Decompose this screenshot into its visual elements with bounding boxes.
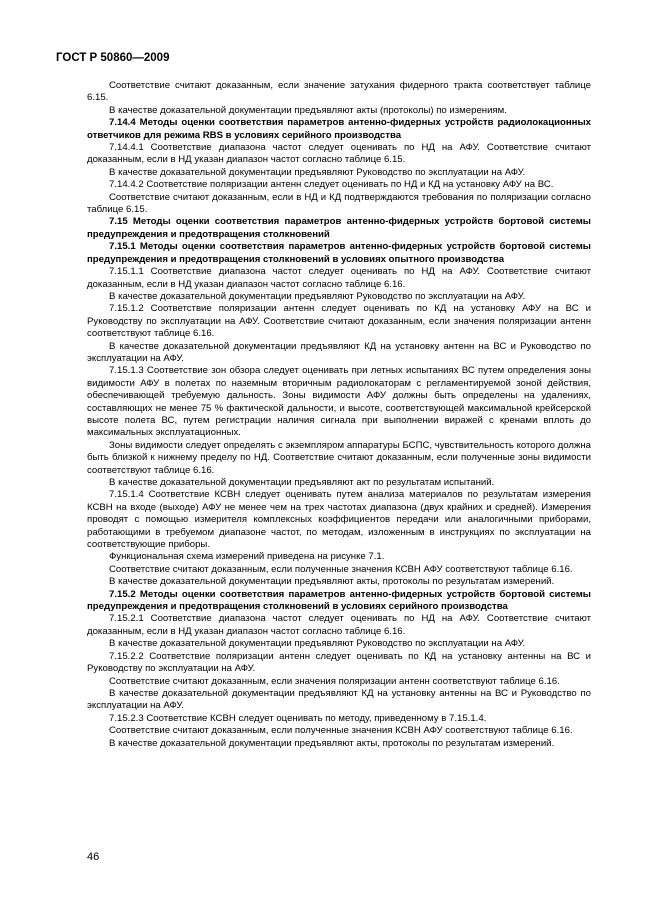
paragraph: В качестве доказательной документации предъявляют Руководство по эксплуатации на АФУ. [109,166,526,178]
paragraph: 7.15.1.3 Соответствие зон обзора следует оценивать при летных испытаниях ВС путем определения зоны видимости АФУ в полетах по наземным вторичным радиолокаторам с регламентируемой зоной действия, обеспечивающей требуемую дальность. Зоны видимости АФУ должны быть определены на удалениях, составляющих не менее 75 % фактической дальности, и высоте, соответствующей максимальной крейсерской высоте полета ВС, путем регистрации наличия сигнала при выполнении виражей с кренами вплоть до максимальных эксплуатационных. [87,365,591,439]
page-number: 46 [87,851,100,863]
section-heading: 7.14.4 Методы оценки соответствия параметров антенно-фидерных устройств радиолокационных ответчиков для режима RBS в условиях серийного производства [87,117,591,141]
paragraph: В качестве доказательной документации предъявляют акт по результатам испытаний. [109,477,495,488]
paragraph: В качестве доказательной документации предъявляют акты, протоколы по результатам измерений. [109,737,555,749]
paragraph: Соответствие считают доказанным, если значение затухания фидерного тракта соответствует таблице 6.15. [87,80,591,104]
paragraph: Функциональная схема измерений приведена на рисунке 7.1. [109,551,385,563]
paragraph: 7.15.1.2 Соответствие поляризации антенн следует оценивать по КД на установку АФУ на ВС и Руководству по эксплуатации на АФУ. Соответствие считают доказанным, если значения поляризации антенн соответствуют таблице 6.16. [87,303,591,340]
paragraph: 7.14.4.1 Соответствие диапазона частот следует оценивать по НД на АФУ. Соответствие считают доказанным, если в НД указан диапазон частот согласно таблице 6.15. [87,142,591,166]
section-heading: 7.15.2 Методы оценки соответствия параметров антенно-фидерных устройств бортовой системы предупреждения и предотвращения столкновений в условиях серийного производства [87,588,591,613]
document-body [87,80,591,750]
paragraph: 7.14.4.2 Соответствие поляризации антенн следует оценивать по НД и КД на установку АФУ на ВС. [109,179,554,191]
paragraph: 7.15.2.2 Соответствие поляризации антенн следует оценивать по КД на установку антенны на ВС и Руководству по эксплуатации на АФУ. [87,650,591,675]
paragraph: В качестве доказательной документации предъявляют акты (протоколы) по измерениям. [109,104,507,116]
paragraph: Соответствие считают доказанным, если полученные значения КСВН АФУ соответствуют таблице 6.16. [109,563,573,575]
paragraph: 7.15.1.4 Соответствие КСВН следует оценивать путем анализа материалов по результатам измерения КСВН на входе (выходе) АФУ не менее чем на трех частотах диапазона (двух крайних и средней). Измерения проводят с помощью измерителя комплексных коэффициентов передачи или аналогичными приборами, работающими в требуемом диапазоне частот, по методам, изложенным в инструкциях по эксплуатации на соответствующие приборы. [87,489,591,551]
paragraph: Соответствие считают доказанным, если полученные значения КСВН АФУ соответствуют таблице 6.16. [109,725,573,737]
section-heading: 7.15 Методы оценки соответствия параметров антенно-фидерных устройств бортовой системы предупреждения и предотвращения столкновений [87,216,591,240]
paragraph: В качестве доказательной документации предъявляют Руководство по эксплуатации на АФУ. [109,290,526,302]
paragraph: В качестве доказательной документации предъявляют Руководство по эксплуатации на АФУ. [109,638,526,650]
paragraph: 7.15.2.3 Соответствие КСВН следует оценивать по методу, приведенному в 7.15.1.4. [109,712,487,724]
paragraph: Соответствие считают доказанным, если в НД и КД подтверждаются требования по поляризации согласно таблице 6.15. [87,191,591,216]
paragraph: 7.15.1.1 Соответствие диапазона частот следует оценивать по НД на АФУ. Соответствие считают доказанным, если в НД указан диапазон частот согласно таблице 6.16. [87,266,591,290]
paragraph: 7.15.2.1 Соответствие диапазона частот следует оценивать по НД на АФУ. Соответствие считают доказанным, если в НД указан диапазон частот согласно таблице 6.16. [87,613,591,637]
paragraph: В качестве доказательной документации предъявляют КД на установку антенн на ВС и Руководство по эксплуатации на АФУ. [87,340,591,364]
paragraph: Соответствие считают доказанным, если значения поляризации антенн соответствуют таблице 6.16. [109,675,560,687]
paragraph: Зоны видимости следует определять с экземпляром аппаратуры БСПС, чувствительность которого должна быть близкой к нижнему пределу по НД. Соответствие считают доказанным, если полученные зоны видимости соответствуют таблице 6.16. [87,439,591,476]
paragraph: В качестве доказательной документации предъявляют акты, протоколы по результатам измерений. [109,576,555,588]
document-header: ГОСТ Р 50860—2009 [56,52,170,64]
paragraph: В качестве доказательной документации предъявляют КД на установку антенны на ВС и Руководство по эксплуатации на АФУ. [87,687,591,712]
section-heading: 7.15.1 Методы оценки соответствия параметров антенно-фидерных устройств бортовой системы предупреждения и предотвращения столкновений в условиях опытного производства [87,241,591,265]
